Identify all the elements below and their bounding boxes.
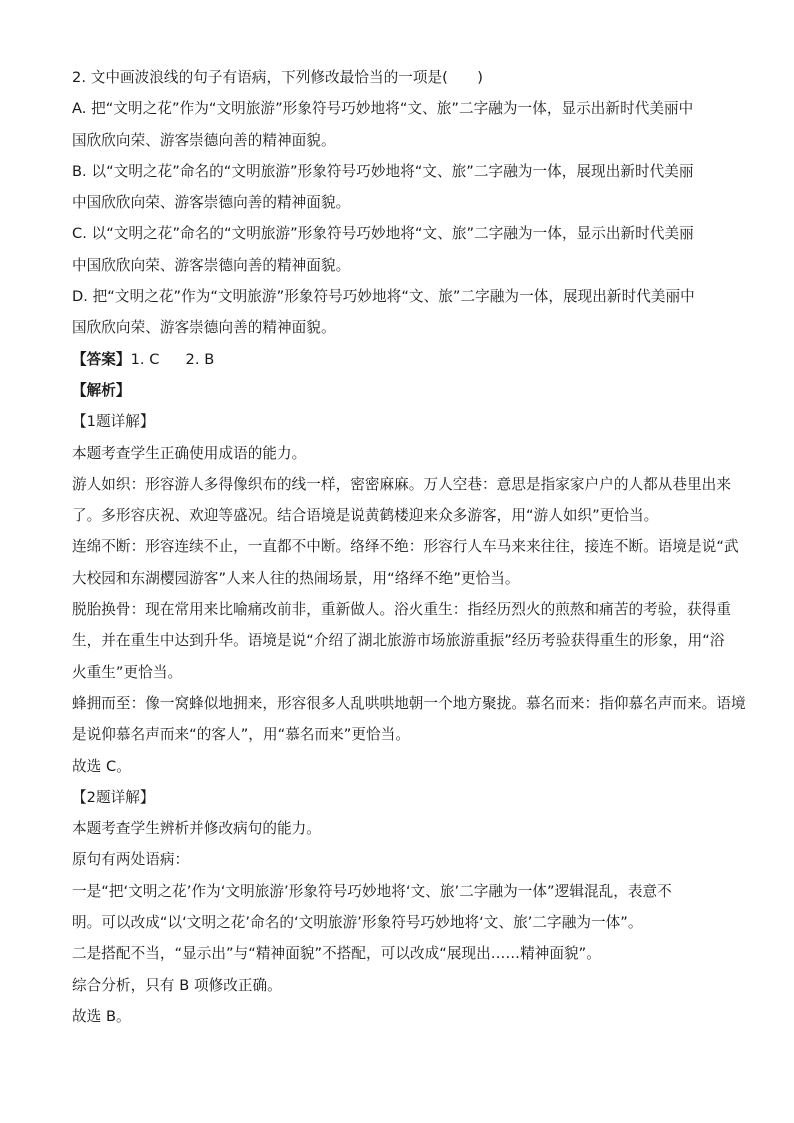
detail-2-intro: 本题考查学生辨析并修改病句的能力。 [72, 820, 321, 838]
option-d-line-2: 国欣欣向荣、游客崇德向善的精神面貌。 [72, 319, 336, 337]
answer-q1: 1. C [130, 350, 160, 368]
option-b-line-1: B. 以“文明之花”命名的“文明旅游”形象符号巧妙地将“文、旅”二字融为一体，展现出新时代美丽 [72, 162, 694, 180]
detail-2-para-1-line-1: 一是“把‘文明之花’作为‘文明旅游’形象符号巧妙地将‘文、旅’二字融为一体”逻辑混乱，表意不 [72, 882, 672, 900]
analysis-label: 【解析】 [72, 381, 131, 399]
option-c-line-2: 中国欣欣向荣、游客崇德向善的精神面貌。 [72, 256, 351, 274]
detail-2-para-1-line-2: 明。可以改成“以‘文明之花’命名的‘文明旅游’形象符号巧妙地将‘文、旅’二字融为一体”。 [72, 914, 643, 932]
detail-1-para-1-line-1: 游人如织：形容游人多得像织布的线一样，密密麻麻。万人空巷：意思是指家家户户的人都从巷里出来 [72, 475, 731, 493]
detail-1-para-3-line-2: 生，并在重生中达到升华。语境是说“介绍了湖北旅游市场旅游重振”经历考验获得重生的形象，用“浴 [72, 632, 725, 650]
detail-2-conclusion: 故选 B。 [72, 1007, 131, 1025]
question-2-stem: 2. 文中画波浪线的句子有语病，下列修改最恰当的一项是( ) [72, 69, 483, 86]
detail-1-intro: 本题考查学生正确使用成语的能力。 [72, 444, 307, 462]
detail-1-para-2-line-1: 连绵不断：形容连续不止，一直都不中断。络绎不绝：形容行人车马来来往往，接连不断。语境是说“武 [72, 538, 739, 556]
detail-1-para-4-line-1: 蜂拥而至：像一窝蜂似地拥来，形容很多人乱哄哄地朝一个地方聚拢。慕名而来：指仰慕名声而来。语境 [72, 694, 746, 712]
option-b-line-2: 中国欣欣向荣、游客崇德向善的精神面貌。 [72, 194, 351, 212]
detail-1-heading: 【1题详解】 [72, 413, 155, 431]
detail-1-para-1-line-2: 了。多形容庆祝、欢迎等盛况。结合语境是说黄鹤楼迎来众多游客，用“游人如织”更恰当。 [72, 507, 659, 525]
answer-label: 【答案】 [72, 350, 131, 368]
document-page [72, 62, 746, 1032]
detail-2-lead: 原句有两处语病： [72, 851, 190, 869]
detail-1-conclusion: 故选 C。 [72, 757, 131, 775]
detail-1-para-2-line-2: 大校园和东湖樱园游客”人来人往的热闹场景，用“络绎不绝”更恰当。 [72, 569, 520, 587]
answer-line [72, 344, 722, 375]
detail-1-para-4-line-2: 是说仰慕名声而来“的客人”，用“慕名而来”更恰当。 [72, 726, 410, 744]
option-a-line-2: 国欣欣向荣、游客崇德向善的精神面貌。 [72, 131, 336, 149]
answer-q2: 2. B [185, 350, 215, 368]
detail-2-para-2: 二是搭配不当，“显示出”与“精神面貌”不搭配，可以改成“展现出……精神面貌”。 [72, 945, 601, 963]
detail-1-para-3-line-3: 火重生”更恰当。 [72, 663, 183, 681]
detail-2-heading: 【2题详解】 [72, 788, 155, 806]
detail-1-para-3-line-1: 脱胎换骨：现在常用来比喻痛改前非，重新做人。浴火重生：指经历烈火的煎熬和痛苦的考验，获得重 [72, 601, 731, 619]
option-a-line-1: A. 把“文明之花”作为“文明旅游”形象符号巧妙地将“文、旅”二字融为一体，显示出新时代美丽中 [72, 100, 694, 118]
detail-2-summary: 综合分析，只有 B 项修改正确。 [72, 976, 282, 994]
option-d-line-1: D. 把“文明之花”作为“文明旅游”形象符号巧妙地将“文、旅”二字融为一体，展现出新时代美丽中 [72, 288, 695, 306]
option-c-line-1: C. 以“文明之花”命名的“文明旅游”形象符号巧妙地将“文、旅”二字融为一体，显示出新时代美丽 [72, 225, 694, 243]
